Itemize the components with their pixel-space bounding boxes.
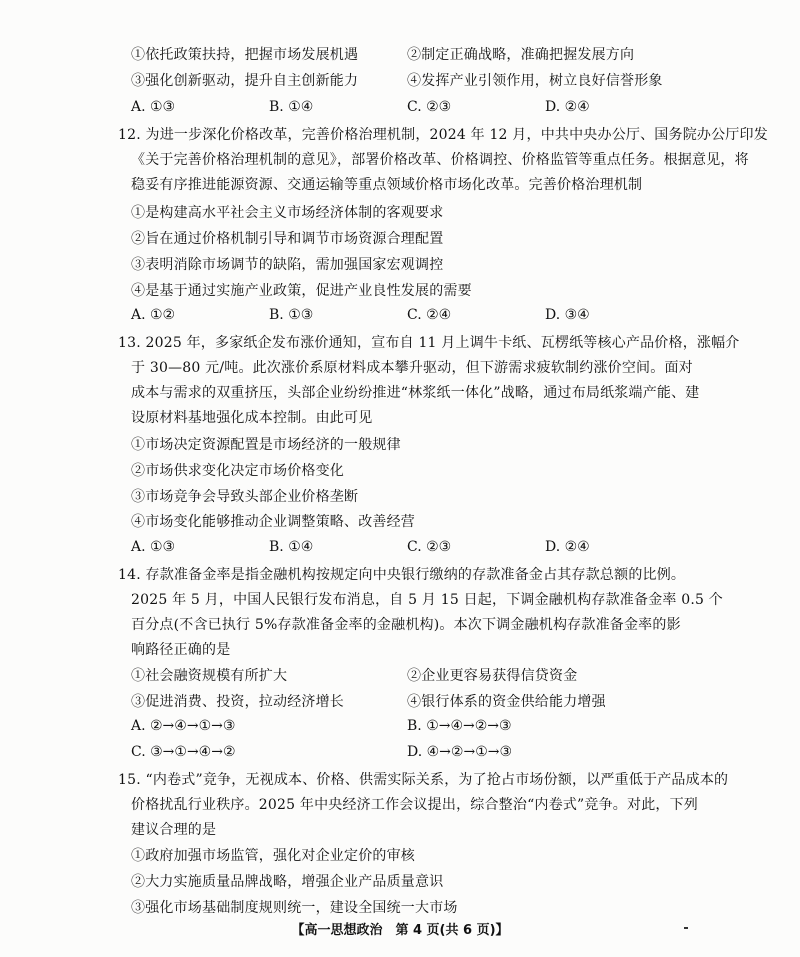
- q12-stem-line-2: 《关于完善价格治理机制的意见》，部署价格改革、价格调控、价格监管等重点任务。根据意见，将: [131, 152, 749, 168]
- q12-choice-a: A. ①②: [131, 307, 176, 323]
- q15-option-2: ②大力实施质量品牌战略，增强企业产品质量意识: [131, 874, 444, 890]
- q14-stem-line-2: 2025 年 5 月，中国人民银行发布消息，自 5 月 15 日起，下调金融机构存款准备金率 0.5 个: [131, 592, 723, 608]
- q14-stem-line-1: 14. 存款准备金率是指金融机构按规定向中央银行缴纳的存款准备金占其存款总额的比例。: [118, 567, 686, 583]
- q12-option-4: ④是基于通过实施产业政策，促进产业良性发展的需要: [131, 283, 472, 299]
- q13-stem-line-1: 13. 2025 年，多家纸企发布涨价通知，宣布自 11 月上调牛卡纸、瓦楞纸等核心产品价格，涨幅介: [118, 335, 740, 351]
- prev-option-1: ①依托政策扶持，把握市场发展机遇: [131, 47, 359, 63]
- q13-stem-line-3: 成本与需求的双重挤压，头部企业纷纷推进“林浆纸一体化”战略，通过布局纸浆端产能、建: [131, 385, 700, 401]
- q15-option-1: ①政府加强市场监管，强化对企业定价的审核: [131, 848, 415, 864]
- prev-option-4: ④发挥产业引领作用，树立良好信誉形象: [407, 73, 663, 89]
- q14-stem-line-4: 响路径正确的是: [131, 642, 231, 658]
- q14-choice-b: B. ①→④→②→③: [407, 718, 512, 734]
- prev-choice-a: A. ①③: [131, 99, 176, 115]
- q13-stem-line-4: 设原材料基地强化成本控制。由此可见: [131, 410, 373, 426]
- q15-stem-line-1: 15. “内卷式”竞争，无视成本、价格、供需实际关系，为了抢占市场份额，以严重低于产品成本的: [118, 772, 729, 788]
- q13-choice-b: B. ①④: [269, 539, 314, 555]
- q14-stem-line-3: 百分点(不含已执行 5%存款准备金率的金融机构)。本次下调金融机构存款准备金率的影: [131, 617, 681, 633]
- q13-stem-line-2: 于 30—80 元/吨。此次涨价系原材料成本攀升驱动，但下游需求疲软制约涨价空间。面对: [131, 360, 693, 376]
- q14-choice-c: C. ③→①→④→②: [131, 744, 236, 760]
- prev-choice-d: D. ②④: [545, 99, 590, 115]
- prev-option-3: ③强化创新驱动，提升自主创新能力: [131, 73, 359, 89]
- q12-choice-c: C. ②④: [407, 307, 452, 323]
- q14-option-2: ②企业更容易获得信贷资金: [407, 668, 578, 684]
- q14-option-4: ④银行体系的资金供给能力增强: [407, 694, 606, 710]
- q14-choice-d: D. ④→②→①→③: [407, 744, 513, 760]
- q14-choice-a: A. ②→④→①→③: [131, 718, 236, 734]
- prev-choice-c: C. ②③: [407, 99, 452, 115]
- q12-option-2: ②旨在通过价格机制引导和调节市场资源合理配置: [131, 231, 444, 247]
- page-footer: 【高一思想政治 第 4 页(共 6 页)】: [291, 923, 509, 938]
- q12-option-1: ①是构建高水平社会主义市场经济体制的客观要求: [131, 205, 444, 221]
- page-mark: [684, 921, 688, 929]
- q14-option-3: ③促进消费、投资，拉动经济增长: [131, 694, 344, 710]
- q13-option-4: ④市场变化能够推动企业调整策略、改善经营: [131, 514, 415, 530]
- q15-stem-line-3: 建议合理的是: [131, 822, 217, 838]
- q13-choice-d: D. ②④: [545, 539, 590, 555]
- prev-choice-b: B. ①④: [269, 99, 314, 115]
- q12-stem-line-1: 12. 为进一步深化价格改革，完善价格治理机制，2024 年 12 月，中共中央办公厅、国务院办公厅印发: [118, 127, 768, 143]
- q15-stem-line-2: 价格扰乱行业秩序。2025 年中央经济工作会议提出，综合整治“内卷式”竞争。对此，下列: [131, 797, 698, 813]
- q12-option-3: ③表明消除市场调节的缺陷，需加强国家宏观调控: [131, 257, 444, 273]
- q13-option-3: ③市场竞争会导致头部企业价格垄断: [131, 489, 359, 505]
- q12-choice-d: D. ③④: [545, 307, 590, 323]
- q13-choice-a: A. ①③: [131, 539, 176, 555]
- prev-option-2: ②制定正确战略，准确把握发展方向: [407, 47, 635, 63]
- q13-option-2: ②市场供求变化决定市场价格变化: [131, 463, 344, 479]
- q12-stem-line-3: 稳妥有序推进能源资源、交通运输等重点领域价格市场化改革。完善价格治理机制: [131, 177, 643, 193]
- q13-choice-c: C. ②③: [407, 539, 452, 555]
- q15-option-3: ③强化市场基础制度规则统一，建设全国统一大市场: [131, 900, 458, 916]
- q12-choice-b: B. ①③: [269, 307, 314, 323]
- q13-option-1: ①市场决定资源配置是市场经济的一般规律: [131, 437, 401, 453]
- q14-option-1: ①社会融资规模有所扩大: [131, 668, 288, 684]
